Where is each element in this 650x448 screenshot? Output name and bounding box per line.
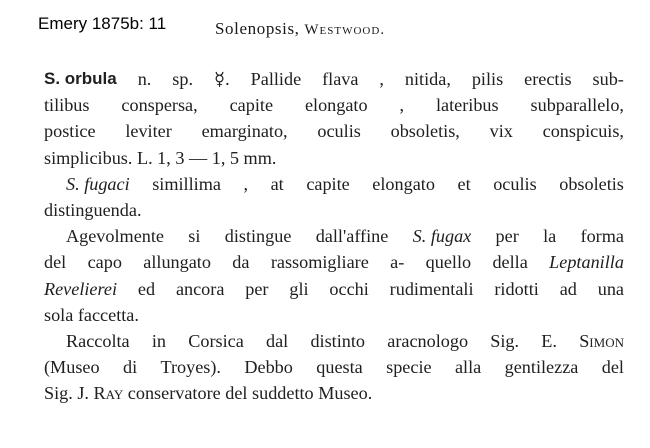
genus-author: Westwood. [304, 22, 386, 38]
description-line-1: S. orbula n. sp. ☿. Pallide flava , nitida, pilis erectis sub- [44, 66, 624, 92]
paragraph1-line-1: Agevolmente si distingue dall'affine S. fugax per la forma [44, 223, 624, 249]
citation-reference: Emery 1875b: 11 [38, 14, 167, 33]
description-line-2: tilibus conspersa, capite elongato , lateribus subparallelo, [44, 95, 624, 116]
genus-name: Solenopsis, [215, 19, 300, 38]
paragraph1-line-3: Revelierei ed ancora per gli occhi rudimentali ridotti ad una [44, 276, 624, 302]
paragraph1-line-2: del capo allungato da rassomigliare a- quello della Leptanilla [44, 249, 624, 275]
paragraph2-line-3: Sig. J. Ray conservatore del suddetto Museo. [44, 380, 624, 406]
description-line-3: postice leviter emarginato, oculis obsoletis, vix conspicuis, [44, 121, 624, 142]
species-reference: S. fugax [412, 226, 472, 247]
paragraph2-line-1: Raccolta in Corsica dal distinto aracnologo Sig. E. Simon [44, 328, 624, 354]
description-line-4: simplicibus. L. 1, 3 — 1, 5 mm. [44, 147, 277, 168]
paragraph1-line-4: sola faccetta. [44, 304, 139, 325]
comparison-line-1: S. fugaci simillima , at capite elongato et oculis obsoletis [44, 171, 624, 197]
genus-heading [215, 19, 385, 39]
collector-name: Simon [579, 330, 624, 351]
compared-species: S. fugaci [66, 173, 130, 194]
species-name: S. orbula [44, 69, 117, 88]
paragraph2-line-2: (Museo di Troyes). Debbo questa specie alla gentilezza del [44, 357, 624, 378]
curator-name: Ray [93, 383, 124, 404]
genus-reference: Leptanilla [549, 252, 624, 273]
species-epithet-reference: Revelierei [44, 278, 118, 299]
species-description [44, 66, 624, 406]
comparison-line-2: distinguenda. [44, 199, 142, 220]
